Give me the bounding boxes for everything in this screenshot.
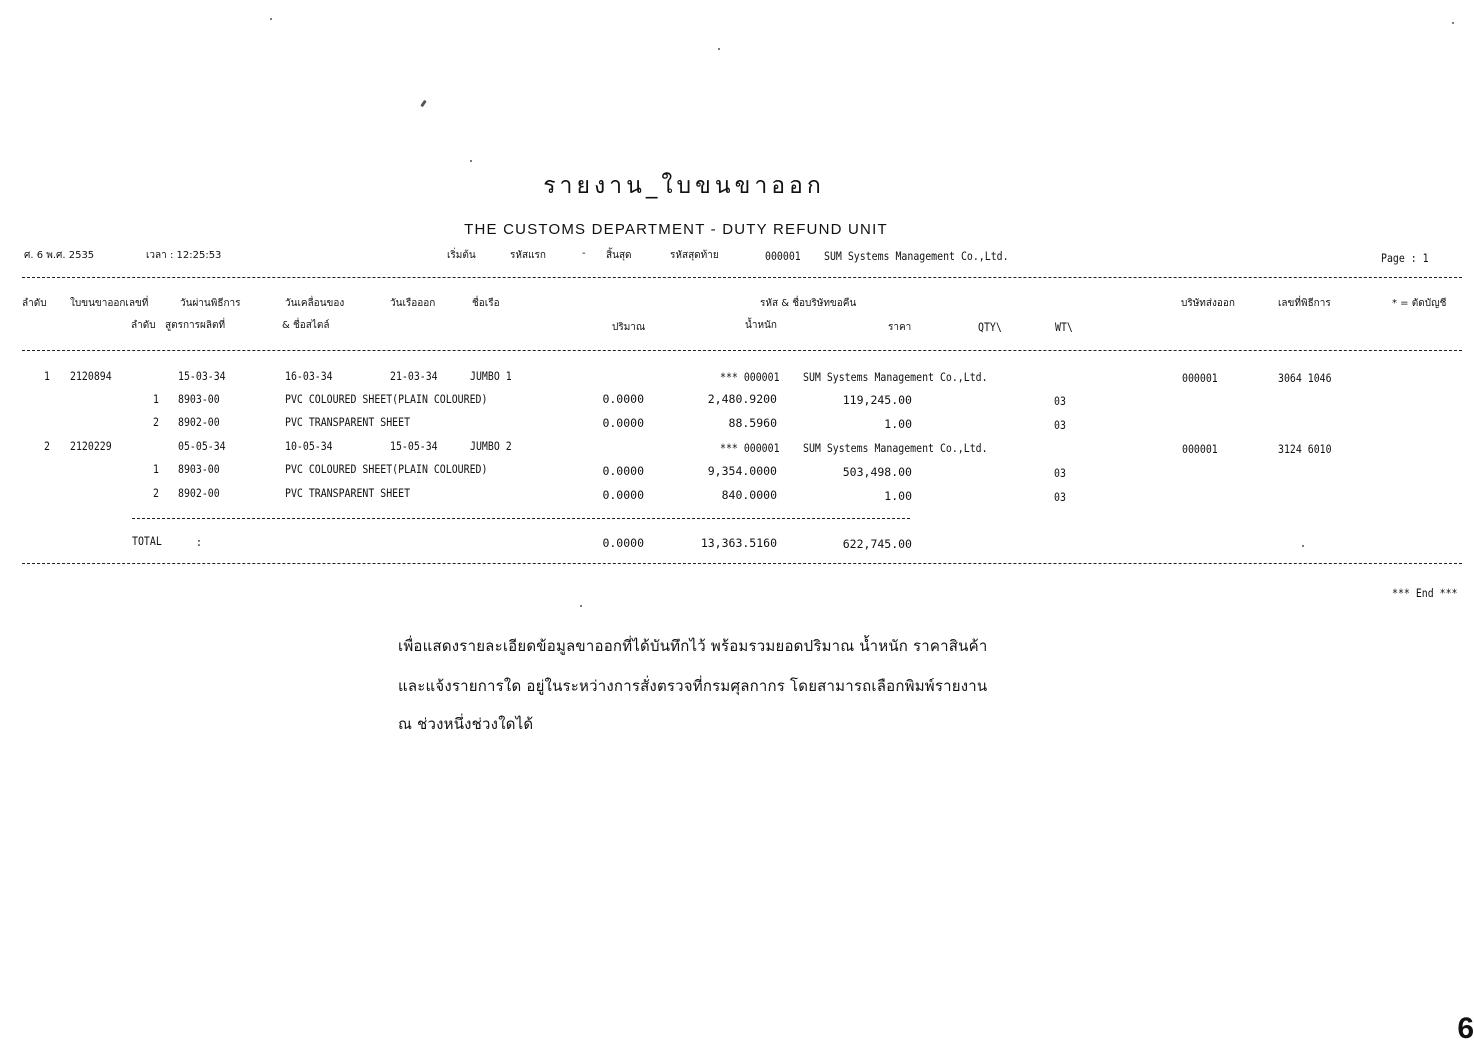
item-wt: 03 (1054, 394, 1066, 408)
range-end-label: สิ้นสุด (606, 250, 632, 261)
header-quantity: ปริมาณ (612, 322, 646, 333)
header-sub-seq: ลำดับ (131, 320, 156, 331)
divider (22, 277, 1462, 278)
item-weight: 840.0000 (721, 488, 777, 502)
header-price: ราคา (888, 322, 912, 333)
item-name: PVC COLOURED SHEET(PLAIN COLOURED) (285, 462, 488, 476)
entry-doc-no: 2120229 (70, 439, 112, 453)
divider (22, 563, 1462, 564)
entry-formality-date: 15-03-34 (178, 369, 226, 383)
scan-speck (718, 48, 720, 50)
entry-vessel: JUMBO 1 (470, 369, 512, 383)
item-formula: 8902-00 (178, 415, 220, 429)
company-code: 000001 (765, 249, 801, 263)
item-price: 503,498.00 (842, 465, 912, 479)
header-account-cut: * = ตัดบัญชี (1392, 298, 1447, 309)
header-ship-out-date: วันเรือออก (390, 298, 436, 309)
report-date: ศ. 6 พ.ศ. 2535 (24, 250, 95, 261)
range-start-value: รหัสแรก (510, 250, 546, 261)
page-indicator: Page : 1 (1381, 251, 1429, 265)
item-wt: 03 (1054, 418, 1066, 432)
item-quantity: 0.0000 (602, 416, 644, 430)
header-refund-company: รหัส & ชื่อบริษัทขอคืน (760, 298, 857, 309)
entry-company-marker: *** 000001 (720, 441, 780, 455)
scan-speck (470, 160, 472, 162)
company-name: SUM Systems Management Co.,Ltd. (824, 249, 1009, 263)
entry-exporter: 000001 (1182, 442, 1218, 456)
report-time: เวลา : 12:25:53 (146, 250, 222, 261)
entry-exporter: 000001 (1182, 371, 1218, 385)
divider (22, 350, 1462, 351)
total-quantity: 0.0000 (602, 536, 644, 550)
scan-speck (270, 18, 272, 20)
header-goods-move-date: วันเคลื่อนของ (285, 298, 345, 309)
entry-seq: 2 (44, 439, 50, 453)
item-weight: 9,354.0000 (707, 464, 777, 478)
header-weight: น้ำหนัก (745, 320, 777, 331)
item-price: 1.00 (884, 489, 912, 503)
header-formula-no: สูตรการผลิตที่ (165, 320, 226, 331)
header-export-doc-no: ใบขนขาออกเลขที่ (70, 298, 149, 309)
entry-ship-date: 15-05-34 (390, 439, 438, 453)
total-price: 622,745.00 (842, 537, 912, 551)
report-title: รายงาน_ใบขนขาออก (543, 173, 825, 199)
range-end-value: รหัสสุดท้าย (670, 250, 719, 261)
item-weight: 2,480.9200 (707, 392, 777, 406)
range-dash: - (582, 248, 586, 259)
header-vessel: ชื่อเรือ (472, 298, 500, 309)
item-weight: 88.5960 (728, 416, 777, 430)
item-wt: 03 (1054, 490, 1066, 504)
department-heading: THE CUSTOMS DEPARTMENT - DUTY REFUND UNIT (464, 221, 888, 238)
header-formality-no: เลขที่พิธีการ (1278, 298, 1331, 309)
entry-formality-no: 3124 6010 (1278, 442, 1332, 456)
description-line-2: และแจ้งรายการใด อยู่ในระหว่างการสั่งตรวจที่กรมศุลกากร โดยสามารถเลือกพิมพ์รายงาน (398, 677, 988, 695)
item-name: PVC COLOURED SHEET(PLAIN COLOURED) (285, 392, 488, 406)
item-formula: 8903-00 (178, 462, 220, 476)
total-label: TOTAL (132, 534, 162, 548)
item-quantity: 0.0000 (602, 488, 644, 502)
entry-move-date: 16-03-34 (285, 369, 333, 383)
header-exporter-company: บริษัทส่งออก (1181, 298, 1235, 309)
header-wt-unit: WT\ (1055, 320, 1073, 334)
entry-company-marker: *** 000001 (720, 370, 780, 384)
entry-doc-no: 2120894 (70, 369, 112, 383)
item-seq: 2 (153, 486, 159, 500)
item-price: 1.00 (884, 417, 912, 431)
item-name: PVC TRANSPARENT SHEET (285, 415, 411, 429)
entry-ship-date: 21-03-34 (390, 369, 438, 383)
entry-vessel: JUMBO 2 (470, 439, 512, 453)
total-weight: 13,363.5160 (700, 536, 777, 550)
item-formula: 8902-00 (178, 486, 220, 500)
item-price: 119,245.00 (842, 393, 912, 407)
scan-speck (1452, 22, 1454, 24)
page-number: 6 (1457, 1012, 1474, 1045)
description-line-1: เพื่อแสดงรายละเอียดข้อมูลขาออกที่ได้บันทึกไว้ พร้อมรวมยอดปริมาณ น้ำหนัก ราคาสินค้า (398, 637, 988, 655)
total-colon: : (196, 535, 202, 549)
item-name: PVC TRANSPARENT SHEET (285, 486, 411, 500)
description-line-3: ณ ช่วงหนึ่งช่วงใดได้ (398, 715, 534, 733)
entry-formality-date: 05-05-34 (178, 439, 226, 453)
scan-speck (580, 605, 582, 607)
entry-move-date: 10-05-34 (285, 439, 333, 453)
subtotal-divider (132, 518, 910, 519)
end-marker: *** End *** (1392, 586, 1458, 600)
entry-seq: 1 (44, 369, 50, 383)
item-quantity: 0.0000 (602, 464, 644, 478)
header-seq: ลำดับ (22, 298, 47, 309)
scan-speck (1302, 545, 1304, 547)
header-qty-unit: QTY\ (978, 320, 1002, 334)
entry-company-name: SUM Systems Management Co.,Ltd. (803, 370, 988, 384)
item-seq: 1 (153, 392, 159, 406)
entry-company-name: SUM Systems Management Co.,Ltd. (803, 441, 988, 455)
entry-formality-no: 3064 1046 (1278, 371, 1332, 385)
scan-speck (420, 100, 426, 107)
item-quantity: 0.0000 (602, 392, 644, 406)
header-formality-date: วันผ่านพิธีการ (180, 298, 241, 309)
item-wt: 03 (1054, 466, 1066, 480)
range-start-label: เริ่มต้น (447, 250, 476, 261)
item-seq: 2 (153, 415, 159, 429)
item-formula: 8903-00 (178, 392, 220, 406)
header-style-name: & ชื่อสไตล์ (282, 320, 330, 331)
item-seq: 1 (153, 462, 159, 476)
